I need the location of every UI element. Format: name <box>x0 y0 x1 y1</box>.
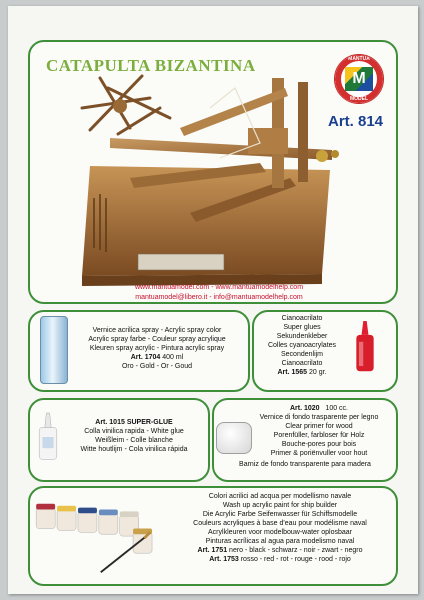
website-links <box>88 283 350 303</box>
superglue-text: Art. 1015 SUPER-GLUE Colla vinilica rapida - White glue Weißleim - Colle blanche Witte houtlijm - Cola vinilica rápida <box>80 419 188 453</box>
cyanoacrylate-text: Cianoacrilato Super glues Sekundenkleber Colles cyanoacrylates Secondenlijm Cianoacrilato Art. 1565 20 gr. <box>267 315 337 376</box>
primer-text-last: Barniz de fondo transparente para madera <box>239 461 371 468</box>
article-number: Art. 814 <box>328 113 384 130</box>
paints-text: Colori acrilici ad acqua per modellismo navale Wash up acrylic paint for ship builder Die Acrylic Farbe Seifenwasser für Schiffsmodelle Couleurs acryliques à base d'eau pour modélisme naval Acrylkleuren voor modelbouw-water oplosbaar Pinturas acrílicas al agua para modelismo naval Art. 1751 nero - black - schwarz - noir - zwart - negro Art. 1753 rosso - red - rot - rouge - rood - rojo <box>193 493 367 563</box>
url-line-2: mantuamodel@libero.it - info@mantuamodelhelp.com <box>135 294 303 301</box>
url-line-1: www.mantuamodel.com - www.mantuamodelhelp.com <box>134 284 304 291</box>
primer-text: Art. 1020 100 cc. Vernice di fondo trasparente per legno Clear primer for wood Porenfüller, farbloser für Holz Bouche-pores pour bois Primer & poriënvuller voor hout <box>259 405 379 457</box>
catapult-photo <box>60 68 376 290</box>
spray-text: Vernice acrilica spray - Acrylic spray color Acrylic spray farbe - Couleur spray acrylique Kleuren spray acrylic - Pintura acrylic spray Art. 1704 400 ml Oro - Gold - Or - Goud <box>88 327 226 370</box>
white-glue-bottle-image <box>36 410 60 464</box>
paint-jars-image <box>32 500 160 576</box>
catalog-page <box>8 6 418 594</box>
product-title: CATAPULTA BIZANTINA <box>46 56 256 75</box>
glue-bottle-red-image <box>352 318 378 376</box>
mantua-model-logo: MANTUA M MODEL <box>334 54 384 104</box>
spray-can-image <box>40 316 68 384</box>
